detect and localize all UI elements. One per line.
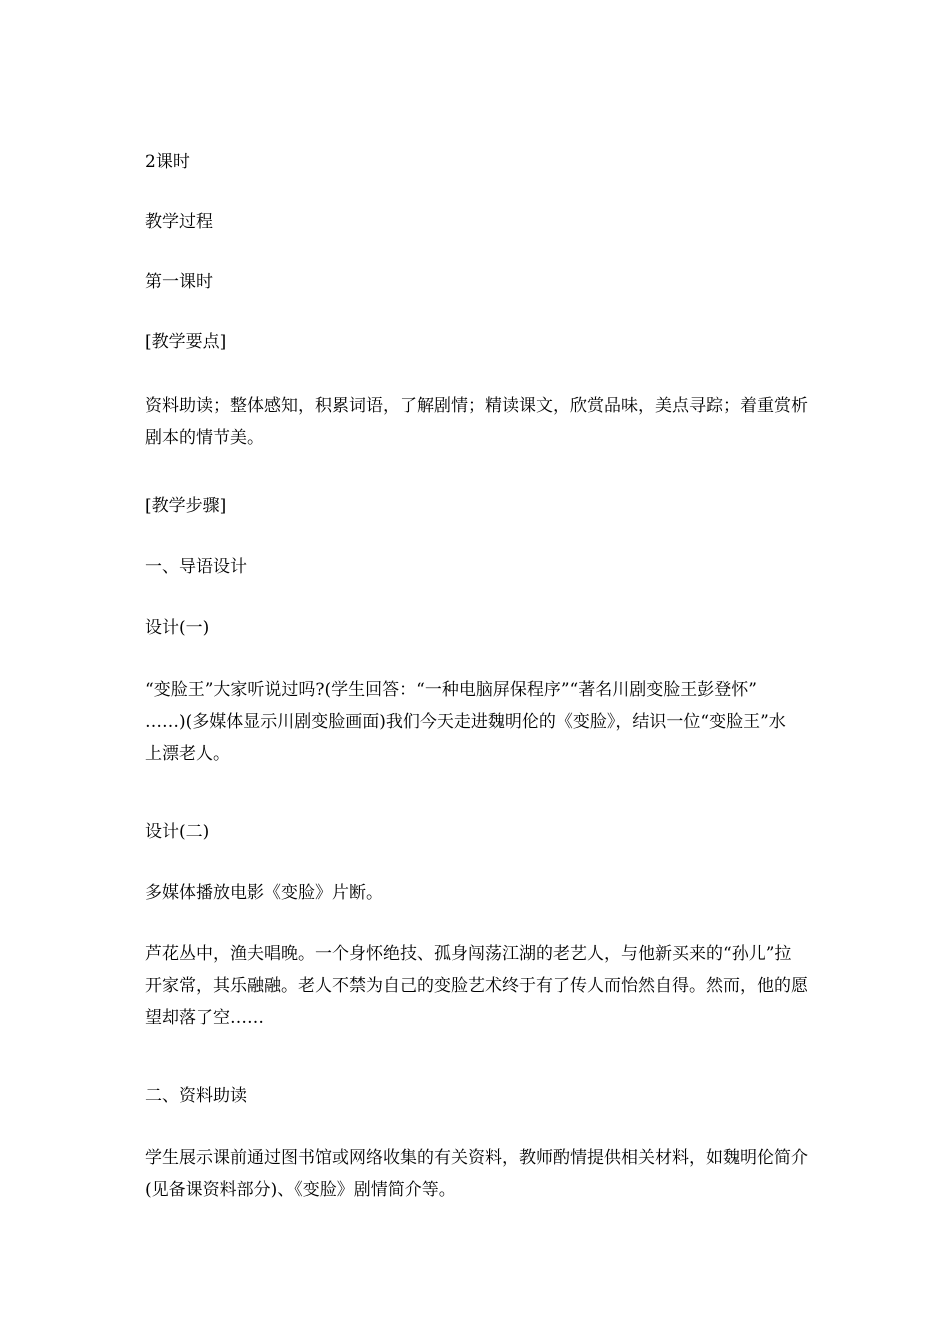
text-line: 资料助读；整体感知，积累词语，了解剧情；精读课文，欣赏品味，美点寻踪；着重赏析 <box>145 396 808 416</box>
text-line: 芦花丛中，渔夫唱晚。一个身怀绝技、孤身闯荡江湖的老艺人，与他新买来的“孙儿”拉 <box>145 944 792 964</box>
text-line: (见备课资料部分)、《变脸》剧情简介等。 <box>145 1180 456 1200</box>
paragraph-film-summary <box>145 938 810 1034</box>
paragraph-design-one <box>145 674 810 770</box>
text-line: 剧本的情节美。 <box>145 428 264 448</box>
heading-teaching-steps: [教学步骤] <box>145 496 227 516</box>
heading-intro-design: 一、导语设计 <box>145 557 247 577</box>
text-line: 望却落了空…… <box>145 1008 264 1028</box>
paragraph-teaching-points <box>145 390 810 454</box>
paragraph-materials-reading <box>145 1142 810 1206</box>
paragraph-design-two: 多媒体播放电影《变脸》片断。 <box>145 883 383 903</box>
heading-first-lesson: 第一课时 <box>145 272 213 292</box>
heading-design-one: 设计(一) <box>145 618 210 638</box>
heading-teaching-process: 教学过程 <box>145 212 213 232</box>
paragraph-lesson-hours: 2课时 <box>145 152 190 172</box>
text-line: “变脸王”大家听说过吗?(学生回答：“一种电脑屏保程序”“著名川剧变脸王彭登怀” <box>145 680 757 700</box>
heading-materials-reading: 二、资料助读 <box>145 1086 247 1106</box>
text-line: 学生展示课前通过图书馆或网络收集的有关资料，教师酌情提供相关材料，如魏明伦简介 <box>145 1148 808 1168</box>
text-line: 开家常，其乐融融。老人不禁为自己的变脸艺术终于有了传人而怡然自得。然而，他的愿 <box>145 976 808 996</box>
heading-teaching-points: [教学要点] <box>145 332 227 352</box>
heading-design-two: 设计(二) <box>145 822 210 842</box>
text-line: 上漂老人。 <box>145 744 230 764</box>
text-line: ……)(多媒体显示川剧变脸画面)我们今天走进魏明伦的《变脸》，结识一位“变脸王”水 <box>145 712 786 732</box>
